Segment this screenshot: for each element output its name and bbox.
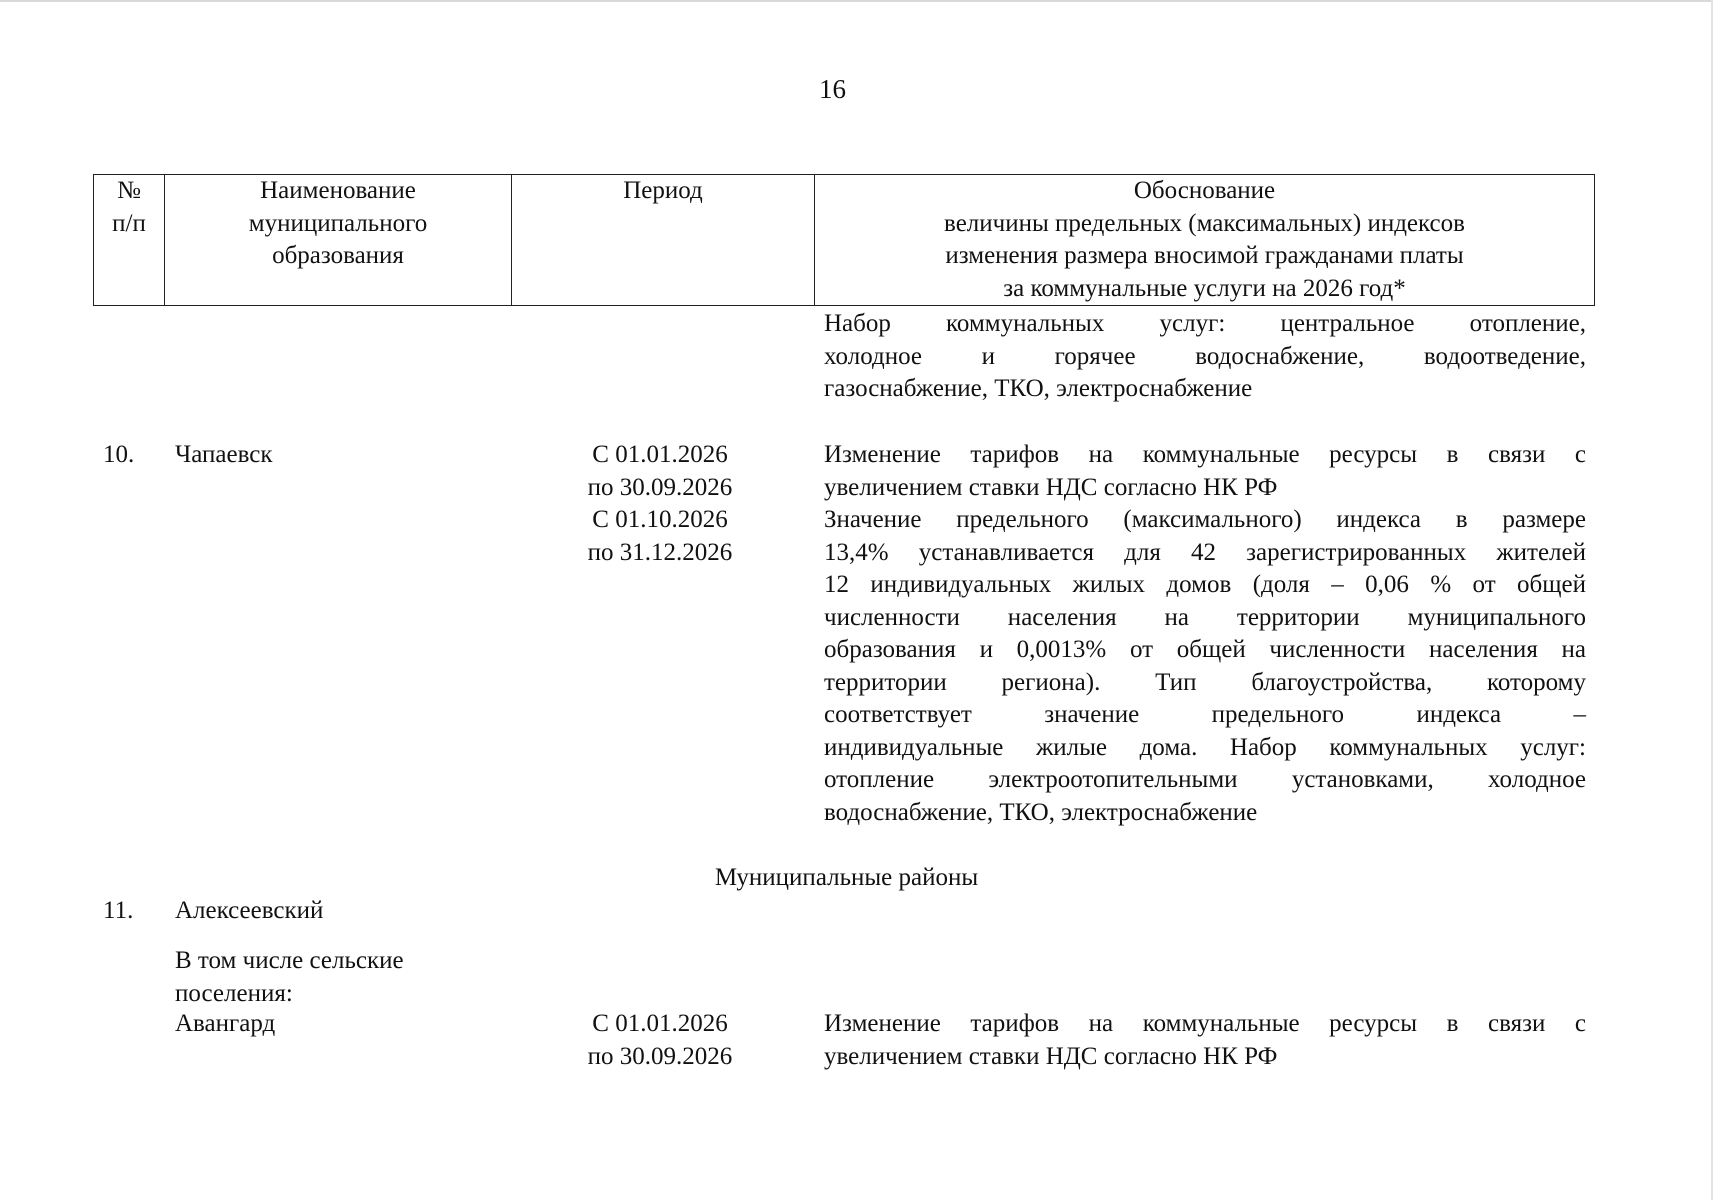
settlement-justification: Изменение тарифов на коммунальные ресурсы в связи с увеличением ставки НДС согласно НК РФ xyxy=(824,1010,1586,1070)
period-list: С 01.01.2026 по 30.09.2026 С 01.10.2026 по 31.12.2026 xyxy=(587,441,733,566)
scan-edge-top xyxy=(0,0,1713,2)
header-number: № п/п xyxy=(94,175,165,306)
district-number: 11. xyxy=(103,897,134,924)
municipality-name: Чапаевск xyxy=(175,441,273,468)
header-period: Период xyxy=(512,175,815,306)
district-name: Алексеевский xyxy=(175,897,324,924)
justification-text: Изменение тарифов на коммунальные ресурсы в связи с увеличением ставки НДС согласно НК РФ Значение предельного (максимального) индекса в размере 13,4% устанавливается для 42 зарегистрированных жителей 12 индивидуальных жилых домов (доля – 0,06 % от общей численности населения на территории муниципального образования и 0,0013% от общей численности населения на территории региона). Тип благоустройства, которому соответствует значение предельного индекса – индивидуальные жилые дома. Набор коммунальных услуг: отопление электроотопительными установками, холодное водоснабжение, ТКО, электроснабжение xyxy=(824,441,1586,826)
table-header xyxy=(93,174,1595,306)
settlements-subheading: В том числе сельские поселения: xyxy=(175,947,404,1007)
continuation-justification: Набор коммунальных услуг: центральное отопление, холодное и горячее водоснабжение, водоотведение, газоснабжение, ТКО, электроснабжение xyxy=(824,310,1586,402)
page-number: 16 xyxy=(819,74,846,104)
row-number: 10. xyxy=(103,441,135,468)
section-title: Муниципальные районы xyxy=(714,864,979,891)
header-justification: Обоснование величины предельных (максимальных) индексов изменения размера вносимой гражданами платы за коммунальные услуги на 2026 год* xyxy=(815,175,1595,306)
settlement-period-list: С 01.01.2026 по 30.09.2026 xyxy=(587,1010,733,1070)
settlement-name: Авангард xyxy=(175,1010,276,1037)
header-municipality: Наименование муниципального образования xyxy=(165,175,512,306)
